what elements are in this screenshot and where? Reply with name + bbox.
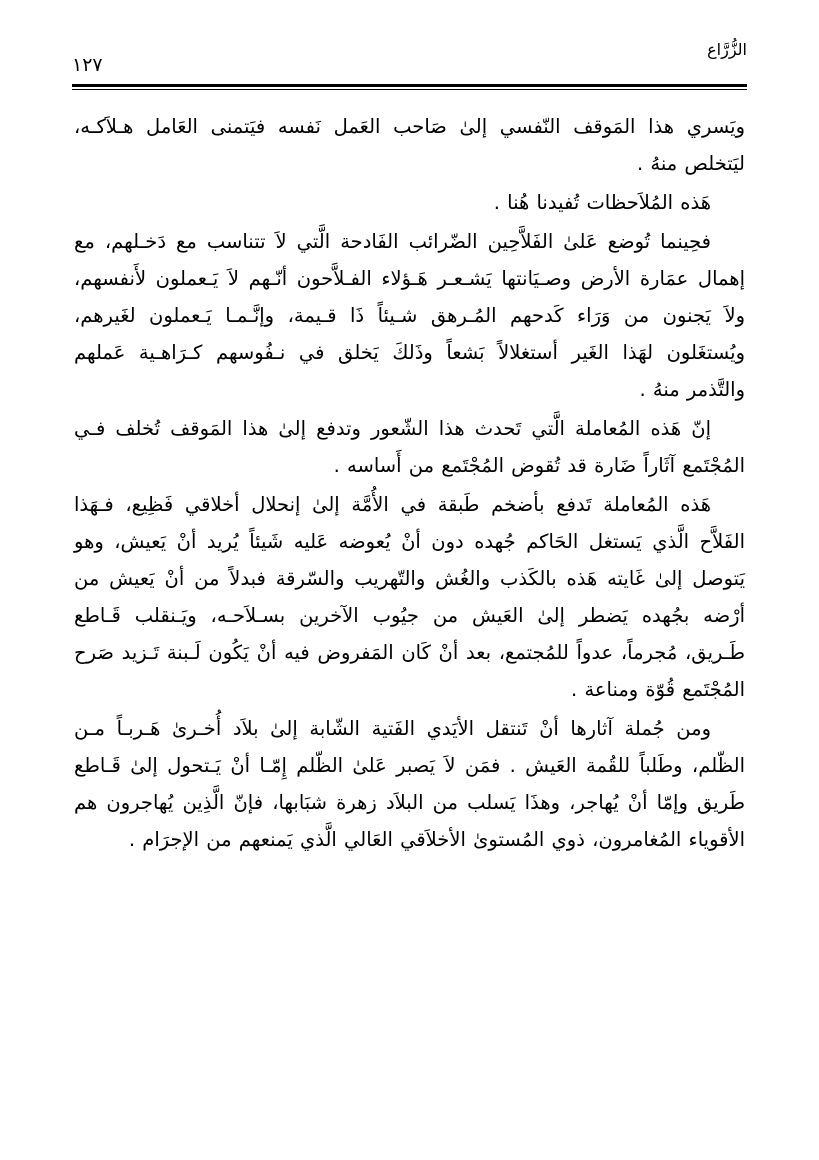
page-body [74, 108, 745, 858]
paragraph: ومن جُملة آثارها أنْ تَنتقل الأيَدي الفَتية الشّابة إلىٰ بلاَد أُخـرىٰ هَـربـاً مـن الظّلم، وطَلباً للقُمة العَيش . فمَن لاَ يَصبر عَلىٰ الظّلم إِمّـا أنْ يَـتحول إلىٰ قَـاطع طَريق وإمّا أنْ يُهاجر، وهذَا يَسلب من البلاَد زهرة شبَابها، فإنّ الَّذِين يُهاجرون هم الأقوياء المُغامرون، ذوي المُستوىٰ الأخلاَقي العَالي الَّذي يَمنعهم من الإجرَام . [74, 717, 745, 851]
header-rule-thick [72, 84, 747, 87]
page-number: ١٢٧ [72, 54, 103, 76]
book-title: الزُّرَّاع [707, 40, 747, 59]
paragraph: هَذه المُعاملة تَدفع بأضخم طَبقة في الأُمَّة إلىٰ إنحلال أخلاقي فَظِيع، فـهَذا الفَلاَّح الَّذي يَستغل الحَاكم جُهده دون أنْ يُعوضه عَليه شَيئاً يُريد أنْ يَعيش، وهو يَتوصل إلىٰ غَايته هَذه بالكَذب والغُش والتّهريب والسّرقة فبدلاً من أنْ يَعيش من أرْضه بجُهده يَضطر إلىٰ العَيش من جيُوب الآخرين بسـلاَحـه، ويَـنقلب قَـاطع طَـريق، مُجرماً، عدواً للمُجتمع، بعد أنْ كَان المَفروض فيه أنْ يَكُون لَـبنة تَـزيد صَرح المُجْتَمع قُوّة ومناعة . [74, 493, 745, 701]
page-header [72, 40, 747, 80]
paragraph: فحِينما تُوضع عَلىٰ الفَلاَّحِين الضّرائب الفَادحة الَّتي لاَ تتناسب مع دَخـلهم، مع إهمال عمَارة الأرض وصـيَانتها يَشـعـر هَـؤلاء الفـلاَّحون أنّـهم لاَ يَـعملون لأَنفسهم، ولاَ يَجنون من وَرَاء كَدحهم المُـرهق شـيئاً ذَا قـيمة، وإنَّـمـا يَـعملون لغَيرهم، ويُستغَلون لهَذا الغَير أستغلالاً بَشعاً وذَلكَ يَخلق في نـفُوسهم كـرَاهـية عَملهم والتَّذمر منهُ . [74, 230, 745, 401]
paragraph: إنّ هَذه المُعاملة الَّتي تَحدث هذا الشّعور وتدفع إلىٰ هذا المَوقف تُخلف فـي المُجْتَمع آثَاراً ضَارة قد تُقوض المُجْتَمع من أَساسه . [74, 417, 745, 477]
header-rule-thin [72, 89, 747, 90]
paragraph: هَذه المُلاَحظات تُفيدنا هُنا . [493, 191, 711, 214]
paragraph: ويَسري هذا المَوقف النّفسي إلىٰ صَاحب العَمل نَفسه فيَتمنى العَامل هـلاَكـه، ليَتخلص منهُ . [74, 115, 745, 175]
